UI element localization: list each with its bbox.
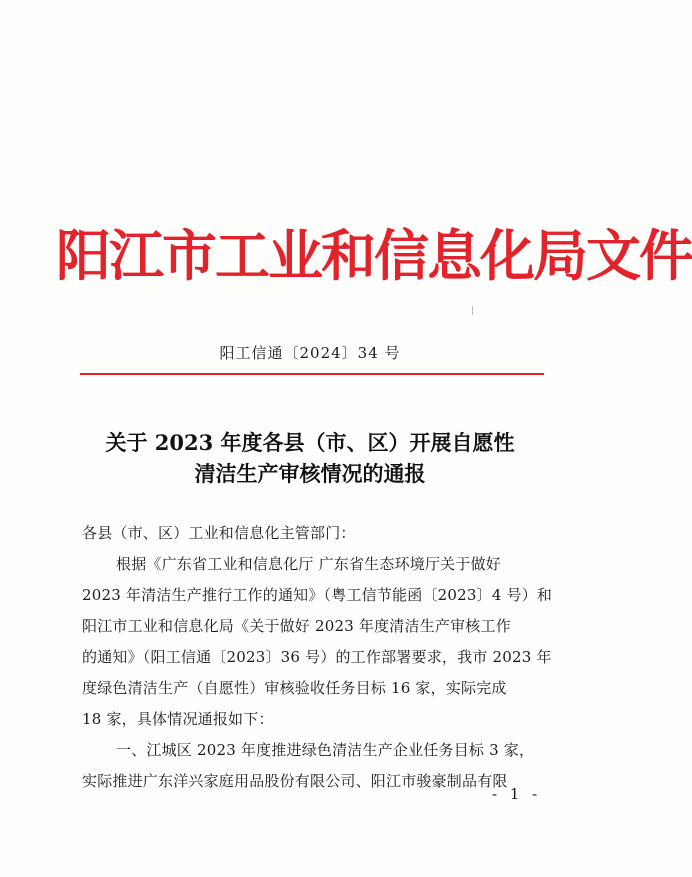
body-line: 阳江市工业和信息化局《关于做好 2023 年度清洁生产审核工作 bbox=[82, 617, 511, 635]
red-divider-line bbox=[80, 373, 544, 375]
document-number: 阳工信通〔2024〕34 号 bbox=[219, 344, 401, 362]
body-line: 的通知》（阳工信通〔2023〕36 号）的工作部署要求，我市 2023 年 bbox=[82, 648, 552, 666]
notice-title-line-1: 关于 2023 年度各县（市、区）开展自愿性 bbox=[105, 430, 515, 455]
body-line: 实际推进广东洋兴家庭用品股份有限公司、阳江市骏豪制品有限 bbox=[82, 772, 508, 790]
page-number: - 1 - bbox=[492, 785, 542, 803]
body-line: 2023 年清洁生产推行工作的通知》（粤工信节能函〔2023〕4 号）和 bbox=[82, 586, 553, 604]
scan-mark bbox=[472, 306, 473, 315]
masthead-title: 阳江市工业和信息化局文件 bbox=[56, 224, 692, 288]
addressee-line: 各县（市、区）工业和信息化主管部门： bbox=[82, 524, 356, 542]
body-line: 度绿色清洁生产（自愿性）审核验收任务目标 16 家，实际完成 bbox=[82, 679, 507, 697]
body-line: 根据《广东省工业和信息化厅 广东省生态环境厅关于做好 bbox=[116, 555, 501, 573]
notice-title-line-2: 清洁生产审核情况的通报 bbox=[194, 461, 426, 486]
body-line: 一、江城区 2023 年度推进绿色清洁生产企业任务目标 3 家， bbox=[116, 741, 535, 759]
body-line: 18 家，具体情况通报如下： bbox=[82, 710, 274, 728]
